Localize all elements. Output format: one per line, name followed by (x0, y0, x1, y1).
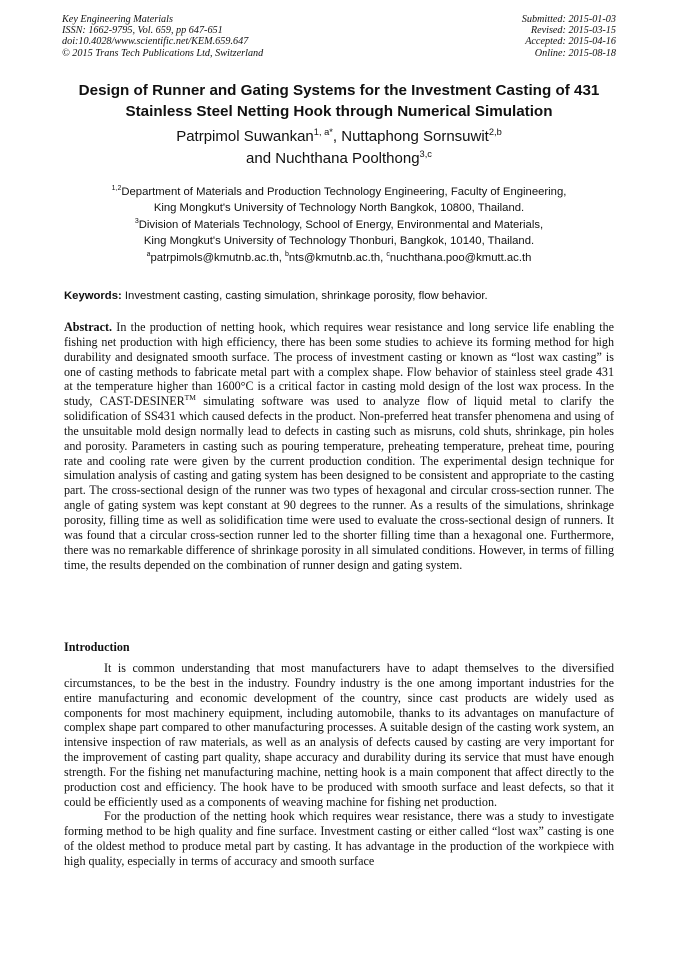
authors-line-2 (40, 148, 638, 170)
copyright-line: © 2015 Trans Tech Publications Ltd, Switzerland (62, 47, 264, 59)
email-a-marker: a (146, 250, 151, 258)
author-and: and (246, 150, 276, 167)
author-2-name: Nuttaphong Sornsuwit (341, 128, 489, 145)
affiliation-1-marker: 1,2 (111, 185, 122, 193)
title-line-2: Stainless Steel Netting Hook through Numerical Simulation (125, 103, 553, 120)
affiliation-line-4: King Mongkut's University of Technology Thonburi, Bangkok, 10140, Thailand. (143, 235, 535, 248)
affiliation-line-1 (40, 184, 638, 200)
accepted-date: Accepted: 2015-04-16 (525, 36, 616, 48)
submitted-date: Submitted: 2015-01-03 (521, 14, 616, 25)
keywords-text: Investment casting, casting simulation, shrinkage porosity, flow behavior. (121, 290, 488, 302)
abstract-label: Abstract. (64, 320, 113, 334)
affiliation-line-3 (40, 217, 638, 233)
author-2-affiliation: 2,b (488, 127, 502, 137)
author-list (40, 126, 638, 170)
abstract-text-part-1: In the production of netting hook, which requires wear resistance and long service life enabling the fishing net production with high efficiency, there has been some studies to achieve its forming method for high durability and designated smooth surface. The process of investment casting or known as “lost wax casting” is one of casting methods to fabricate metal part with a complex shape. Flow behavior of stainless steel grade 431 at the temperature higher than 1600°C is a critical factor in casting mold design of the lost wax process. In the study, CAST-DESINER (64, 320, 614, 409)
title-line-1: Design of Runner and Gating Systems for the Investment Casting of 431 (78, 82, 600, 99)
affiliation-2-text: Division of Materials Technology, School of Energy, Environmental and Materials, (138, 218, 544, 231)
email-c: nuchthana.poo@kmutt.ac.th (389, 251, 532, 264)
author-separator: , (332, 128, 342, 145)
author-1-name: Patrpimol Suwankan (176, 128, 314, 145)
journal-info (62, 14, 263, 59)
journal-name: Key Engineering Materials (62, 14, 173, 25)
keywords-label: Keywords: (64, 290, 122, 302)
email-line (40, 250, 638, 266)
email-b-marker: b (285, 250, 289, 258)
publication-dates (522, 14, 616, 59)
affiliation-2-marker: 3 (134, 218, 139, 226)
abstract-text-part-2: simulating software was used to analyze flow of liquid metal to clarify the solidification of SS431 which caused defects in the product. Non-preferred heat transfer phenomena and using of the unsuitable mold design normally lead to defects in casting such as misruns, cold shuts, shrinkage, pin holes and porosity. Parameters in casting such as pouring temperature, preheating temperature, preheat time, pouring rate and cooling rate were given by the current production condition. The experimental design technique for simulation analysis of casting and gating system has been designed to be consistent and appropriate to the casting part. The cross-sectional design of the runner was two types of hexagonal and circular cross-section runner. The angle of gating system was kept constant at 90 degrees to the runner. As a results of the simulations, shrinkage porosity, filling time as well as solidification time were used to evaluate the cross-sectional design of runners. It was found that a circular cross-section runner led to the shorter filling time than a hexagonal one. Furthermore, there was no remarkable difference of shrinkage porosity in all simulated conditions. However, in terms of filling time, the results depended on the combination of runner design and gating system. (64, 394, 614, 572)
abstract (64, 320, 614, 572)
email-b: nts@kmutnb.ac.th, (288, 251, 387, 264)
online-date: Online: 2015-08-18 (534, 47, 616, 59)
affiliations (40, 184, 638, 266)
author-3-affiliation: 3,c (419, 149, 432, 159)
author-3-name: Nuchthana Poolthong (275, 150, 420, 167)
doi-line: doi:10.4028/www.scientific.net/KEM.659.647 (62, 36, 249, 48)
email-a: patrpimols@kmutnb.ac.th, (150, 251, 286, 264)
revised-date: Revised: 2015-03-15 (530, 25, 616, 37)
paper-title (50, 80, 628, 122)
authors-line-1 (40, 126, 638, 148)
introduction-paragraph-2: For the production of the netting hook which requires wear resistance, there was a study to investigate forming method to be high quality and fine surface. Investment casting or either called “lost wax” casting is one of the oldest method to produce metal part by casting. It has advantage in the production of the workpiece with high quality, especially in terms of accuracy and smooth surface (64, 809, 614, 868)
author-1-affiliation: 1, a* (313, 127, 333, 137)
introduction-paragraph-1: It is common understanding that most manufacturers have to adapt themselves to the diversified circumstances, to be the best in the industry. Foundry industry is the one among important industries for the entire manufacturing and economic development of the country, since cast products are widely used as components for most machinery equipment, including automobile, thanks to its advantages on manufacture of complex shape part compared to other manufacturing processes. A suitable design of the casting work system, an intensive inspection of raw materials, as well as an analysis of defects caused by casting are very important for the improvement of casting part quality, shape accuracy and durability during its service that must have enough strength. For the fishing net manufacturing machine, netting hook is a main component that affect directly to the production cost and efficiency. The hook have to be produced with smooth surface and least defects, so that it could be efficiently used as a components of weaving machine for fishing net production. (64, 661, 614, 809)
keywords (64, 289, 624, 304)
email-c-marker: c (386, 250, 390, 258)
issn-line: ISSN: 1662-9795, Vol. 659, pp 647-651 (62, 25, 223, 37)
trademark-sup: TM (184, 393, 196, 403)
introduction-heading: Introduction (64, 640, 130, 654)
affiliation-1-text: Department of Materials and Production Technology Engineering, Faculty of Engineering, (121, 186, 567, 198)
introduction-body (64, 661, 614, 869)
affiliation-line-2: King Mongkut's University of Technology North Bangkok, 10800, Thailand. (153, 202, 525, 215)
